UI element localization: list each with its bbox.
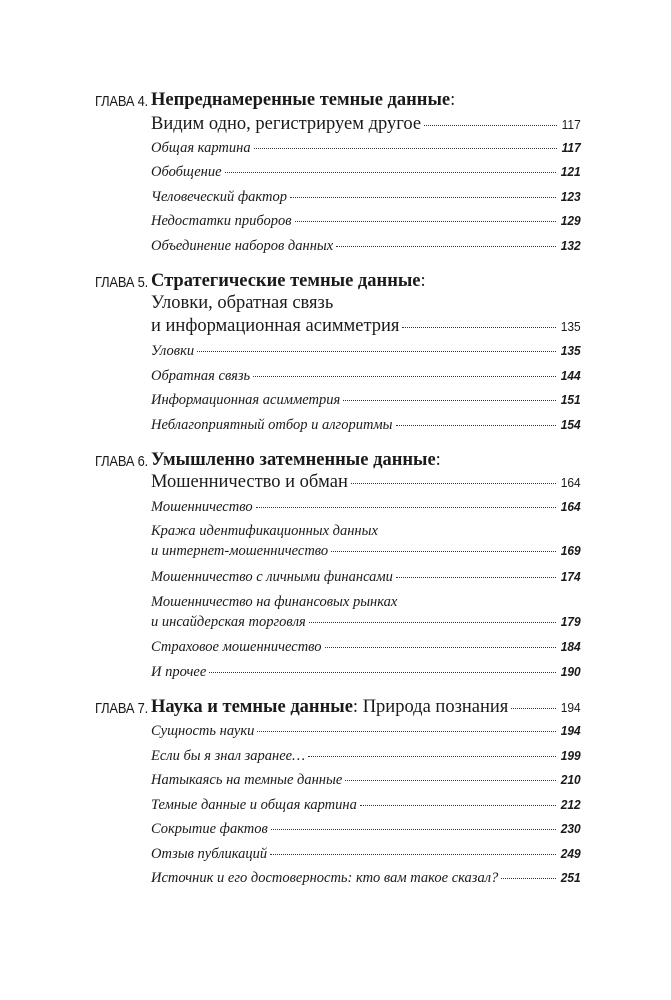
toc-entry[interactable] — [151, 164, 581, 181]
toc-entry-title: Неблагоприятный отбор и алгоритмы — [151, 417, 393, 433]
chapter-label: ГЛАВА 4. — [95, 93, 149, 110]
toc-entry-page: 212 — [561, 797, 581, 812]
dot-leader — [396, 425, 557, 426]
toc-entry-title: Источник и его достоверность: кто вам такое сказал? — [151, 870, 499, 886]
toc-entry-page: 135 — [561, 343, 581, 358]
toc-entry-page: 174 — [561, 569, 581, 584]
toc-entry-page: 123 — [561, 189, 581, 204]
chapter-title-bold: Наука и темные данные — [151, 697, 353, 717]
toc-entry-title: Уловки — [151, 343, 195, 359]
toc-entry-page: 190 — [561, 664, 581, 679]
toc-entry[interactable] — [151, 821, 581, 838]
dot-leader — [402, 327, 556, 328]
toc-entry-page: 151 — [561, 392, 581, 407]
dot-leader — [360, 805, 556, 806]
toc-entry-title: Если бы я знал заранее… — [151, 748, 306, 764]
toc-entry-line-1[interactable] — [151, 594, 581, 611]
chapter-page-number: 135 — [561, 319, 581, 334]
dot-leader — [351, 483, 556, 484]
toc-entry-page: 251 — [561, 870, 581, 885]
dot-leader — [225, 172, 557, 173]
chapter-title-colon: : — [450, 90, 456, 110]
toc-entry-title: Обобщение — [151, 164, 222, 180]
dot-leader — [290, 197, 556, 198]
toc-entry-title: Мошенничество — [151, 499, 253, 515]
toc-entry-title: Отзыв публикаций — [151, 846, 268, 862]
dot-leader — [254, 148, 558, 149]
toc-entry-title: и инсайдерская торговля — [151, 614, 306, 630]
chapter-label: ГЛАВА 6. — [95, 453, 149, 470]
toc-entry[interactable] — [151, 140, 581, 157]
toc-entry-title: И прочее — [151, 664, 207, 680]
chapter-page-number: 117 — [561, 117, 581, 132]
dot-leader — [308, 756, 556, 757]
toc-entry[interactable] — [151, 639, 581, 656]
toc-entry[interactable] — [151, 870, 581, 887]
toc-entry-page: 230 — [561, 821, 581, 836]
toc-entry-title: Сокрытие фактов — [151, 821, 268, 837]
chapter-subtitle-line — [151, 114, 581, 135]
dot-leader — [424, 125, 557, 126]
toc-entry[interactable] — [151, 664, 581, 681]
chapter-subtitle: Природа познания — [358, 697, 509, 717]
chapter-title-colon: : — [435, 450, 441, 470]
dot-leader — [209, 672, 556, 673]
dot-leader — [501, 878, 556, 879]
toc-entry[interactable] — [151, 343, 581, 360]
dot-leader — [325, 647, 557, 648]
toc-entry-title: Мошенничество на финансовых рынках — [151, 594, 398, 610]
toc-entry-page: 184 — [561, 639, 581, 654]
toc-entry-title: Натыкаясь на темные данные — [151, 772, 343, 788]
toc-entry-title: и интернет-мошенничество — [151, 543, 329, 559]
toc-entry[interactable] — [151, 238, 581, 255]
chapter-title-line — [151, 450, 581, 471]
toc-entry-line-2[interactable] — [151, 543, 581, 560]
toc-entry[interactable] — [151, 723, 581, 740]
toc-entry-title: Человеческий фактор — [151, 189, 287, 205]
chapter-title-colon: : — [420, 271, 426, 291]
toc-entry-page: 117 — [561, 140, 581, 155]
toc-entry[interactable] — [151, 748, 581, 765]
chapter-page-number: 164 — [561, 475, 581, 490]
chapter-title-line — [151, 271, 581, 292]
chapter-subtitle: Видим одно, регистрируем другое — [151, 114, 422, 134]
toc-entry[interactable] — [151, 569, 581, 586]
dot-leader — [270, 854, 556, 855]
dot-leader — [396, 577, 556, 578]
toc-entry-title: Сущность науки — [151, 723, 255, 739]
toc-entry[interactable] — [151, 772, 581, 789]
toc-entry[interactable] — [151, 368, 581, 385]
chapter-title-bold: Непреднамеренные темные данные — [151, 90, 451, 110]
toc-entry-title: Обратная связь — [151, 368, 251, 384]
chapter-title-bold: Умышленно затемненные данные — [151, 450, 436, 470]
toc-entry-page: 132 — [561, 238, 581, 253]
dot-leader — [511, 708, 556, 709]
chapter-subtitle-line — [151, 472, 581, 493]
dot-leader — [309, 622, 557, 623]
toc-entry-page: 154 — [561, 417, 581, 432]
chapter-subtitle-line — [151, 293, 581, 314]
toc-entry-title: Страховое мошенничество — [151, 639, 322, 655]
dot-leader — [271, 829, 556, 830]
toc-entry[interactable] — [151, 189, 581, 206]
toc-entry-page: 210 — [561, 772, 581, 787]
toc-entry-title: Кража идентификационных данных — [151, 523, 378, 539]
dot-leader — [256, 507, 557, 508]
toc-entry-title: Общая картина — [151, 140, 251, 156]
toc-entry-title: Мошенничество с личными финансами — [151, 569, 393, 585]
toc-entry-page: 199 — [561, 748, 581, 763]
toc-entry-title: Информационная асимметрия — [151, 392, 341, 408]
dot-leader — [295, 221, 557, 222]
toc-entry-page: 194 — [561, 723, 581, 738]
toc-entry[interactable] — [151, 846, 581, 863]
toc-entry-line-1[interactable] — [151, 523, 581, 540]
chapter-subtitle-line — [151, 316, 581, 337]
chapter-label: ГЛАВА 5. — [95, 274, 149, 291]
toc-entry[interactable] — [151, 499, 581, 516]
toc-entry-title: Недостатки приборов — [151, 213, 292, 229]
toc-entry[interactable] — [151, 417, 581, 434]
chapter-subtitle: Уловки, обратная связь — [151, 293, 334, 313]
chapter-title-line — [151, 90, 581, 111]
toc-entry-page: 121 — [561, 164, 581, 179]
toc-entry-line-2[interactable] — [151, 614, 581, 631]
dot-leader — [336, 246, 556, 247]
toc-entry[interactable] — [151, 797, 581, 814]
dot-leader — [253, 376, 556, 377]
dot-leader — [343, 400, 556, 401]
toc-entry-page: 249 — [561, 846, 581, 861]
dot-leader — [345, 780, 556, 781]
chapter-subtitle: и информационная асимметрия — [151, 316, 400, 336]
toc-entry-page: 164 — [561, 499, 581, 514]
toc-entry-title: Объединение наборов данных — [151, 238, 334, 254]
toc-entry[interactable] — [151, 213, 581, 230]
toc-entry-page: 129 — [561, 213, 581, 228]
toc-entry[interactable] — [151, 392, 581, 409]
chapter-label: ГЛАВА 7. — [95, 700, 149, 717]
chapter-title-bold: Стратегические темные данные — [151, 271, 421, 291]
toc-entry-title: Темные данные и общая картина — [151, 797, 357, 813]
chapter-subtitle: Мошенничество и обман — [151, 472, 348, 492]
chapter-title-line — [151, 697, 581, 718]
chapter-title-colon: : — [352, 697, 359, 717]
dot-leader — [197, 351, 556, 352]
toc-entry-page: 144 — [561, 368, 581, 383]
dot-leader — [331, 551, 556, 552]
toc-entry-page: 169 — [561, 543, 581, 558]
dot-leader — [257, 731, 556, 732]
chapter-page-number: 194 — [561, 700, 581, 715]
toc-entry-page: 179 — [561, 614, 581, 629]
